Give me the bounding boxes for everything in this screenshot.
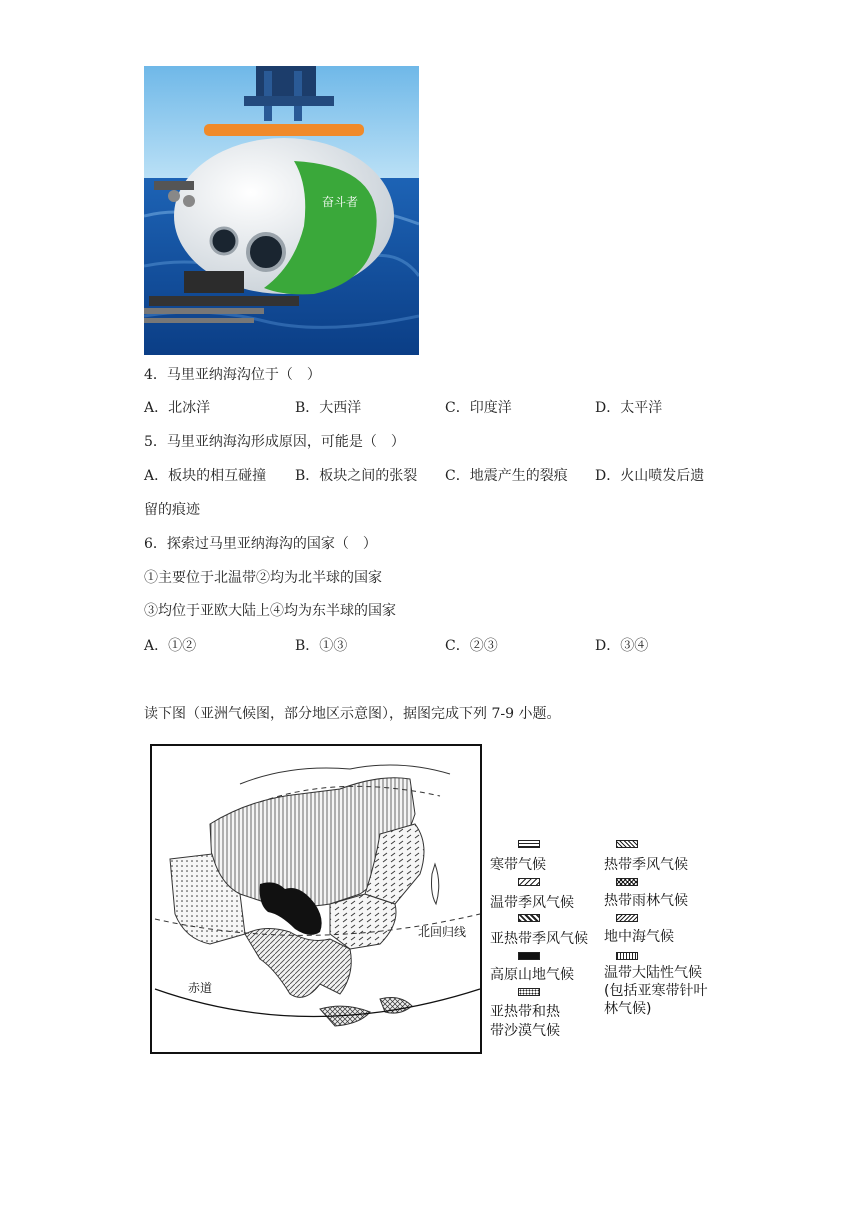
asia-climate-map [150, 744, 482, 1054]
question-5-option-c: C．地震产生的裂痕 [445, 468, 568, 484]
legend-label-continental-3: 林气候) [604, 1001, 652, 1017]
question-6-option-d: D．③④ [595, 638, 649, 654]
map-legend [486, 836, 726, 1046]
question-4-option-b: B．大西洋 [295, 400, 362, 416]
legend-label-desert-2: 带沙漠气候 [490, 1023, 560, 1039]
legend-swatch-continental [616, 952, 638, 960]
question-5-option-b: B．板块之间的张裂 [295, 468, 418, 484]
legend-swatch-temperate-monsoon [518, 878, 540, 886]
question-4-option-a: A．北冰洋 [144, 400, 211, 416]
legend-swatch-tropical-monsoon [616, 840, 638, 848]
hull-label: 奋斗者 [322, 195, 359, 209]
question-6-option-c: C．②③ [445, 638, 498, 654]
question-4-stem: 4．马里亚纳海沟位于（ ） [144, 367, 321, 383]
legend-label-frigid: 寒带气候 [490, 857, 546, 873]
question-5-option-a: A．板块的相互碰撞 [144, 468, 267, 484]
legend-label-subtropical-monsoon: 亚热带季风气候 [490, 931, 588, 947]
legend-label-desert-1: 亚热带和热 [490, 1004, 560, 1020]
tropic-label: 北回归线 [418, 925, 467, 939]
question-5-stem: 5．马里亚纳海沟形成原因，可能是（ ） [144, 434, 405, 450]
legend-label-tropical-monsoon: 热带季风气候 [604, 857, 688, 873]
legend-label-continental-1: 温带大陆性气候 [604, 965, 702, 981]
submersible-photo [144, 66, 419, 355]
question-6-stem: 6．探索过马里亚纳海沟的国家（ ） [144, 536, 377, 552]
equator-label: 赤道 [188, 981, 213, 995]
question-4-option-d: D．太平洋 [595, 400, 663, 416]
question-4-option-c: C．印度洋 [445, 400, 512, 416]
legend-label-rainforest: 热带雨林气候 [604, 893, 688, 909]
legend-swatch-mediterranean [616, 914, 638, 922]
question-6-statement-1: ①主要位于北温带②均为北半球的国家 [144, 570, 382, 586]
legend-label-continental-2: (包括亚寒带针叶 [604, 983, 708, 999]
question-6-statement-2: ③均位于亚欧大陆上④均为东半球的国家 [144, 603, 396, 619]
legend-label-temperate-monsoon: 温带季风气候 [490, 895, 574, 911]
legend-swatch-frigid [518, 840, 540, 848]
legend-swatch-subtropical-monsoon [518, 914, 540, 922]
legend-label-plateau: 高原山地气候 [490, 967, 574, 983]
map-intro: 读下图（亚洲气候图，部分地区示意图），据图完成下列 7-9 小题。 [144, 706, 561, 722]
legend-swatch-plateau [518, 952, 540, 960]
question-5-option-d: D．火山喷发后遗 [595, 468, 705, 484]
legend-swatch-rainforest [616, 878, 638, 886]
question-6-option-a: A．①② [144, 638, 197, 654]
legend-swatch-desert [518, 988, 540, 996]
question-5-option-d-continuation: 留的痕迹 [144, 502, 200, 518]
legend-label-mediterranean: 地中海气候 [604, 929, 674, 945]
question-6-option-b: B．①③ [295, 638, 348, 654]
